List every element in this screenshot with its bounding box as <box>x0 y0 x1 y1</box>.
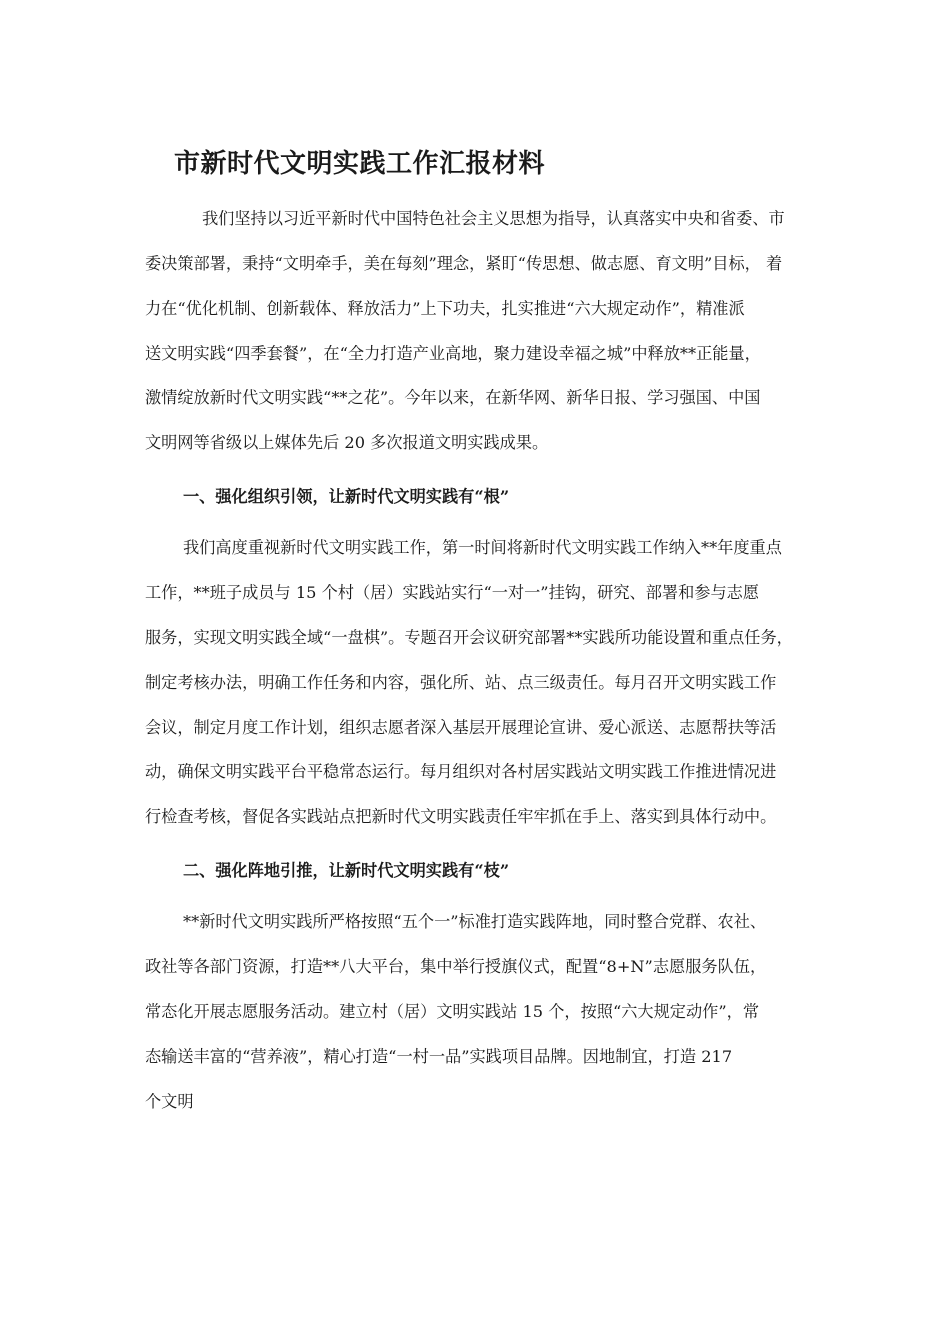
body-line: 会议，制定月度工作计划，组织志愿者深入基层开展理论宣讲、爱心派送、志愿帮扶等活 <box>145 718 777 737</box>
body-line: 动，确保文明实践平台平稳常态运行。每月组织对各村居实践站文明实践工作推进情况进 <box>145 762 777 781</box>
body-line: 服务，实现文明实践全域“一盘棋”。专题召开会议研究部署**实践所功能设置和重点任务， <box>145 628 793 647</box>
body-line: 我们坚持以习近平新时代中国特色社会主义思想为指导，认真落实中央和省委、市 <box>202 209 785 228</box>
body-line: 政社等各部门资源，打造**八大平台，集中举行授旗仪式，配置“8+N”志愿服务队伍， <box>145 957 767 976</box>
body-line: 个文明 <box>145 1092 194 1111</box>
body-line: 委决策部署，秉持“文明牵手，美在每刻”理念，紧盯“传思想、做志愿、育文明”目标， 着 <box>145 254 783 273</box>
body-line: 工作，**班子成员与 15 个村（居）实践站实行“一对一”挂钩，研究、部署和参与志愿 <box>145 583 760 602</box>
section-heading: 二、强化阵地引推，让新时代文明实践有“枝” <box>183 861 510 880</box>
body-line: 制定考核办法，明确工作任务和内容，强化所、站、点三级责任。每月召开文明实践工作 <box>145 673 777 692</box>
body-line: 我们高度重视新时代文明实践工作，第一时间将新时代文明实践工作纳入**年度重点 <box>183 538 782 557</box>
body-line: 激情绽放新时代文明实践“**之花”。今年以来，在新华网、新华日报、学习强国、中国 <box>145 388 761 407</box>
body-line: 常态化开展志愿服务活动。建立村（居）文明实践站 15 个，按照“六大规定动作”，常 <box>145 1002 759 1021</box>
body-line: **新时代文明实践所严格按照“五个一”标准打造实践阵地，同时整合党群、农社、 <box>183 912 767 931</box>
section-heading: 一、强化组织引领，让新时代文明实践有“根” <box>183 487 510 506</box>
document-title: 市新时代文明实践工作汇报材料 <box>174 149 546 179</box>
body-line: 态输送丰富的“营养液”，精心打造“一村一品”实践项目品牌。因地制宜，打造 217 <box>145 1047 733 1066</box>
body-line: 力在“优化机制、创新载体、释放活力”上下功夫，扎实推进“六大规定动作”，精准派 <box>145 299 745 318</box>
body-line: 文明网等省级以上媒体先后 20 多次报道文明实践成果。 <box>145 433 549 452</box>
body-line: 行检查考核，督促各实践站点把新时代文明实践责任牢牢抓在手上、落实到具体行动中。 <box>145 807 777 826</box>
body-line: 送文明实践“四季套餐”，在“全力打造产业高地，聚力建设幸福之城”中释放**正能量， <box>145 344 761 363</box>
